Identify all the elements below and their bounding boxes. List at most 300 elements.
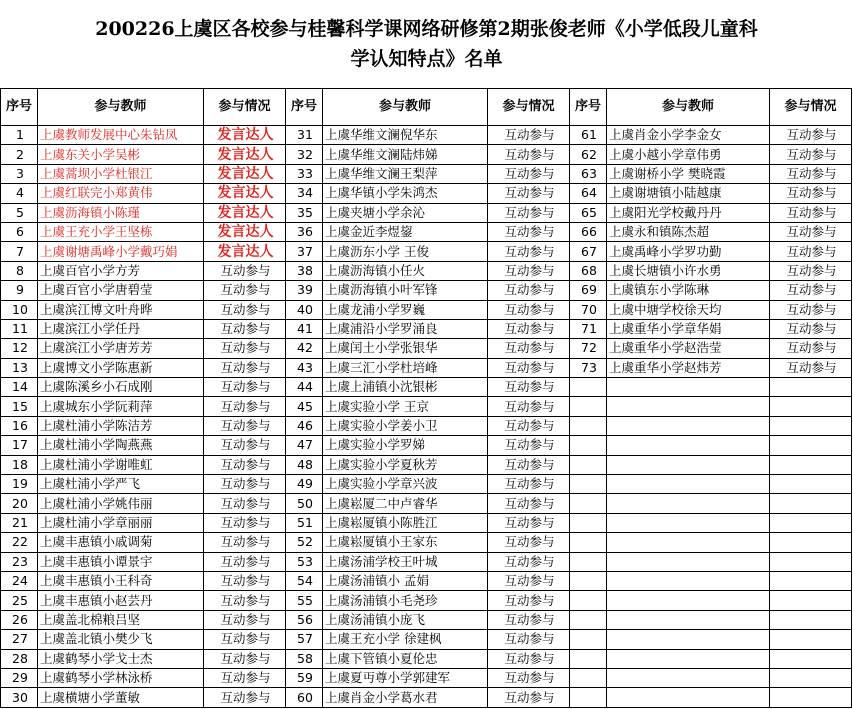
cell-number: 41 (286, 319, 323, 338)
header-status: 参与情况 (488, 89, 570, 126)
table-row (1, 475, 852, 494)
cell-number: 48 (286, 455, 323, 474)
cell-number: 11 (1, 319, 38, 338)
table-row (1, 358, 852, 377)
cell-teacher: 上虞下管镇小夏伦忠 (323, 649, 488, 668)
cell-status: 互动参与 (204, 436, 286, 455)
cell-teacher: 上虞杜浦小学谢唯虹 (38, 455, 204, 474)
table-row (1, 610, 852, 629)
cell-teacher: 上虞华维文澜王梨萍 (323, 164, 488, 183)
cell-status: 互动参与 (488, 261, 570, 280)
cell-teacher: 上虞沥东小学 王俊 (323, 242, 488, 261)
cell-status: 互动参与 (488, 455, 570, 474)
cell-teacher: 上虞盖北镇小樊少飞 (38, 630, 204, 649)
cell-teacher: 上虞鹤琴小学戈士杰 (38, 649, 204, 668)
cell-number: 49 (286, 475, 323, 494)
cell-number: 51 (286, 513, 323, 532)
cell-status: 互动参与 (488, 649, 570, 668)
cell-number: 5 (1, 203, 38, 222)
cell-number: 37 (286, 242, 323, 261)
cell-teacher: 上虞谢塘禹峰小学戴巧娟 (38, 242, 204, 261)
header-status: 参与情况 (204, 89, 286, 126)
cell-status: 互动参与 (770, 203, 852, 222)
cell-status (770, 630, 852, 649)
cell-teacher: 上虞崧厦镇小王家东 (323, 533, 488, 552)
cell-teacher (607, 610, 770, 629)
cell-number: 46 (286, 416, 323, 435)
cell-teacher: 上虞上浦镇小沈银彬 (323, 378, 488, 397)
table-row (1, 630, 852, 649)
cell-teacher: 上虞百官小学方芳 (38, 261, 204, 280)
cell-teacher: 上虞夹塘小学余沁 (323, 203, 488, 222)
cell-teacher: 上虞滨江小学唐芳芳 (38, 339, 204, 358)
cell-teacher (607, 513, 770, 532)
cell-teacher: 上虞禹峰小学罗功勤 (607, 242, 770, 261)
title-line-2: 学认知特点》名单 (350, 48, 503, 70)
cell-status: 互动参与 (204, 610, 286, 629)
cell-status: 互动参与 (770, 164, 852, 183)
cell-teacher (607, 475, 770, 494)
cell-teacher: 上虞重华小学章华娟 (607, 319, 770, 338)
cell-teacher: 上虞重华小学赵浩莹 (607, 339, 770, 358)
cell-number (570, 513, 607, 532)
cell-number: 60 (286, 688, 323, 707)
cell-number (570, 630, 607, 649)
header-teacher: 参与教师 (607, 89, 770, 126)
cell-status: 发言达人 (204, 164, 286, 183)
cell-number: 18 (1, 455, 38, 474)
cell-teacher: 上虞华维文澜倪华东 (323, 126, 488, 145)
cell-status (770, 668, 852, 687)
document-title (0, 0, 853, 88)
cell-teacher: 上虞三汇小学杜培峰 (323, 358, 488, 377)
cell-status (770, 552, 852, 571)
cell-number (570, 571, 607, 590)
cell-number (570, 668, 607, 687)
cell-status: 互动参与 (488, 184, 570, 203)
cell-teacher: 上虞华维文澜陆炜娣 (323, 145, 488, 164)
cell-number: 52 (286, 533, 323, 552)
cell-number: 43 (286, 358, 323, 377)
cell-teacher: 上虞龙浦小学罗巍 (323, 300, 488, 319)
header-row (1, 89, 852, 126)
cell-teacher (607, 378, 770, 397)
cell-number (570, 416, 607, 435)
cell-status (770, 688, 852, 707)
cell-number: 3 (1, 164, 38, 183)
cell-number (570, 591, 607, 610)
cell-teacher: 上虞谢塘镇小陆越康 (607, 184, 770, 203)
cell-status: 互动参与 (488, 126, 570, 145)
table-row (1, 552, 852, 571)
table-row (1, 145, 852, 164)
cell-status (770, 494, 852, 513)
cell-status: 互动参与 (770, 222, 852, 241)
cell-teacher: 上虞横塘小学董敏 (38, 688, 204, 707)
header-teacher: 参与教师 (38, 89, 204, 126)
cell-number: 7 (1, 242, 38, 261)
cell-number (570, 436, 607, 455)
cell-status: 互动参与 (488, 358, 570, 377)
cell-status: 互动参与 (204, 533, 286, 552)
cell-status: 互动参与 (204, 649, 286, 668)
cell-teacher: 上虞汤浦学校王叶城 (323, 552, 488, 571)
cell-number: 67 (570, 242, 607, 261)
cell-status: 互动参与 (488, 533, 570, 552)
cell-status: 互动参与 (204, 668, 286, 687)
table-row (1, 571, 852, 590)
cell-status: 互动参与 (204, 416, 286, 435)
table-row (1, 649, 852, 668)
cell-teacher: 上虞鹤琴小学林泳桥 (38, 668, 204, 687)
cell-teacher: 上虞杜浦小学姚伟丽 (38, 494, 204, 513)
cell-status: 互动参与 (204, 475, 286, 494)
cell-status: 互动参与 (770, 261, 852, 280)
table-row (1, 513, 852, 532)
cell-teacher: 上虞长塘镇小许水勇 (607, 261, 770, 280)
cell-number: 63 (570, 164, 607, 183)
table-row (1, 416, 852, 435)
table-row (1, 668, 852, 687)
cell-number: 54 (286, 571, 323, 590)
cell-number: 45 (286, 397, 323, 416)
cell-status: 互动参与 (488, 378, 570, 397)
cell-number (570, 475, 607, 494)
cell-number: 73 (570, 358, 607, 377)
cell-number: 29 (1, 668, 38, 687)
cell-number: 50 (286, 494, 323, 513)
cell-status: 发言达人 (204, 184, 286, 203)
cell-number (570, 649, 607, 668)
cell-status: 互动参与 (770, 184, 852, 203)
cell-number: 26 (1, 610, 38, 629)
cell-status: 互动参与 (204, 494, 286, 513)
cell-teacher (607, 416, 770, 435)
cell-teacher: 上虞中塘学校徐天均 (607, 300, 770, 319)
cell-teacher: 上虞浦沿小学罗涌良 (323, 319, 488, 338)
cell-number: 53 (286, 552, 323, 571)
header-no: 序号 (570, 89, 607, 126)
cell-teacher: 上虞肖金小学葛水君 (323, 688, 488, 707)
cell-teacher: 上虞滨江小学任丹 (38, 319, 204, 338)
cell-status (770, 436, 852, 455)
cell-teacher: 上虞红联完小郑黄伟 (38, 184, 204, 203)
cell-teacher: 上虞实验小学罗娣 (323, 436, 488, 455)
cell-teacher: 上虞永和镇陈杰超 (607, 222, 770, 241)
cell-teacher: 上虞百官小学唐碧莹 (38, 281, 204, 300)
cell-teacher (607, 552, 770, 571)
cell-teacher: 上虞汤浦镇小毛尧珍 (323, 591, 488, 610)
cell-status: 互动参与 (488, 222, 570, 241)
cell-number (570, 552, 607, 571)
cell-teacher: 上虞肖金小学李金女 (607, 126, 770, 145)
cell-status: 互动参与 (204, 455, 286, 474)
cell-status: 互动参与 (770, 358, 852, 377)
cell-number (570, 494, 607, 513)
cell-teacher (607, 571, 770, 590)
cell-status: 发言达人 (204, 222, 286, 241)
cell-number: 8 (1, 261, 38, 280)
cell-status: 互动参与 (770, 319, 852, 338)
cell-teacher (607, 455, 770, 474)
cell-teacher: 上虞城东小学阮莉萍 (38, 397, 204, 416)
cell-teacher: 上虞教师发展中心朱钻凤 (38, 126, 204, 145)
cell-status: 互动参与 (770, 145, 852, 164)
cell-number: 64 (570, 184, 607, 203)
cell-number: 16 (1, 416, 38, 435)
cell-status: 发言达人 (204, 203, 286, 222)
cell-teacher: 上虞丰惠镇小戚调菊 (38, 533, 204, 552)
cell-number: 66 (570, 222, 607, 241)
table-row (1, 688, 852, 707)
cell-teacher (607, 688, 770, 707)
cell-teacher: 上虞崧厦镇小陈胜江 (323, 513, 488, 532)
cell-status (770, 533, 852, 552)
cell-status (770, 416, 852, 435)
cell-status (770, 610, 852, 629)
cell-number: 69 (570, 281, 607, 300)
cell-number: 9 (1, 281, 38, 300)
cell-teacher: 上虞杜浦小学陈洁芳 (38, 416, 204, 435)
cell-number: 21 (1, 513, 38, 532)
cell-teacher: 上虞陈溪乡小石成刚 (38, 378, 204, 397)
cell-status: 互动参与 (488, 242, 570, 261)
cell-number: 32 (286, 145, 323, 164)
cell-teacher: 上虞滨江博文叶舟晔 (38, 300, 204, 319)
cell-teacher: 上虞实验小学章兴波 (323, 475, 488, 494)
cell-teacher: 上虞金近李煜鋆 (323, 222, 488, 241)
cell-number: 57 (286, 630, 323, 649)
cell-status (770, 378, 852, 397)
cell-number (570, 688, 607, 707)
cell-status: 互动参与 (770, 300, 852, 319)
cell-status: 互动参与 (204, 300, 286, 319)
cell-teacher: 上虞沥海镇小任火 (323, 261, 488, 280)
cell-teacher: 上虞夏丏尊小学郭建军 (323, 668, 488, 687)
cell-status: 发言达人 (204, 145, 286, 164)
cell-teacher: 上虞崧厦二中卢睿华 (323, 494, 488, 513)
cell-status: 互动参与 (770, 126, 852, 145)
cell-status: 互动参与 (488, 475, 570, 494)
cell-status: 互动参与 (488, 397, 570, 416)
table-row (1, 455, 852, 474)
cell-status (770, 571, 852, 590)
cell-status: 互动参与 (488, 436, 570, 455)
table-row (1, 126, 852, 145)
cell-number: 20 (1, 494, 38, 513)
header-status: 参与情况 (770, 89, 852, 126)
cell-number: 34 (286, 184, 323, 203)
cell-status: 互动参与 (204, 261, 286, 280)
table-row (1, 378, 852, 397)
cell-teacher: 上虞博文小学陈惠新 (38, 358, 204, 377)
cell-status: 互动参与 (488, 591, 570, 610)
table-row (1, 319, 852, 338)
cell-status: 互动参与 (204, 358, 286, 377)
cell-number: 55 (286, 591, 323, 610)
cell-status: 互动参与 (204, 552, 286, 571)
cell-number: 4 (1, 184, 38, 203)
cell-number: 22 (1, 533, 38, 552)
cell-teacher: 上虞实验小学夏秋芳 (323, 455, 488, 474)
cell-teacher (607, 591, 770, 610)
cell-teacher: 上虞王充小学王坚栋 (38, 222, 204, 241)
table-row (1, 281, 852, 300)
cell-status: 互动参与 (488, 668, 570, 687)
cell-number: 31 (286, 126, 323, 145)
table-row (1, 203, 852, 222)
cell-status: 互动参与 (488, 281, 570, 300)
cell-status: 互动参与 (770, 242, 852, 261)
cell-number: 27 (1, 630, 38, 649)
cell-status: 互动参与 (488, 552, 570, 571)
table-row (1, 494, 852, 513)
cell-status: 互动参与 (488, 630, 570, 649)
cell-status: 发言达人 (204, 126, 286, 145)
cell-teacher (607, 436, 770, 455)
cell-number: 70 (570, 300, 607, 319)
cell-number: 68 (570, 261, 607, 280)
table-row (1, 184, 852, 203)
cell-number: 28 (1, 649, 38, 668)
cell-status: 互动参与 (204, 378, 286, 397)
cell-teacher: 上虞重华小学赵炜芳 (607, 358, 770, 377)
table-row (1, 339, 852, 358)
cell-number: 19 (1, 475, 38, 494)
table-row (1, 397, 852, 416)
cell-teacher: 上虞实验小学姜小卫 (323, 416, 488, 435)
cell-teacher: 上虞闰土小学张银华 (323, 339, 488, 358)
cell-number: 33 (286, 164, 323, 183)
cell-teacher: 上虞丰惠镇小赵芸丹 (38, 591, 204, 610)
cell-number (570, 533, 607, 552)
table-row (1, 242, 852, 261)
cell-status: 互动参与 (204, 688, 286, 707)
cell-status: 互动参与 (488, 494, 570, 513)
cell-number: 65 (570, 203, 607, 222)
cell-status: 互动参与 (204, 319, 286, 338)
cell-teacher: 上虞王充小学 徐建枫 (323, 630, 488, 649)
cell-number: 30 (1, 688, 38, 707)
cell-teacher: 上虞汤浦镇小 孟娟 (323, 571, 488, 590)
cell-teacher: 上虞蒿坝小学杜银江 (38, 164, 204, 183)
cell-number: 59 (286, 668, 323, 687)
header-teacher: 参与教师 (323, 89, 488, 126)
cell-number: 35 (286, 203, 323, 222)
table-row (1, 222, 852, 241)
cell-number: 56 (286, 610, 323, 629)
cell-number: 13 (1, 358, 38, 377)
cell-teacher: 上虞杜浦小学严飞 (38, 475, 204, 494)
cell-number: 25 (1, 591, 38, 610)
cell-teacher (607, 533, 770, 552)
cell-number: 6 (1, 222, 38, 241)
cell-status (770, 397, 852, 416)
cell-status: 互动参与 (770, 339, 852, 358)
table-row (1, 533, 852, 552)
cell-teacher: 上虞杜浦小学陶燕燕 (38, 436, 204, 455)
table-row (1, 164, 852, 183)
cell-teacher: 上虞汤浦镇小庞飞 (323, 610, 488, 629)
cell-status: 互动参与 (204, 630, 286, 649)
header-no: 序号 (1, 89, 38, 126)
cell-status: 互动参与 (204, 339, 286, 358)
cell-number: 1 (1, 126, 38, 145)
cell-status (770, 649, 852, 668)
cell-teacher (607, 668, 770, 687)
cell-teacher: 上虞沥海镇小陈瑾 (38, 203, 204, 222)
header-no: 序号 (286, 89, 323, 126)
cell-number: 42 (286, 339, 323, 358)
cell-status: 互动参与 (770, 281, 852, 300)
cell-status: 互动参与 (488, 688, 570, 707)
cell-status: 互动参与 (488, 513, 570, 532)
cell-number: 72 (570, 339, 607, 358)
cell-status: 互动参与 (204, 591, 286, 610)
cell-number: 44 (286, 378, 323, 397)
table-row (1, 591, 852, 610)
cell-number: 24 (1, 571, 38, 590)
cell-teacher (607, 494, 770, 513)
table-row (1, 261, 852, 280)
cell-teacher: 上虞镇东小学陈琳 (607, 281, 770, 300)
cell-number (570, 378, 607, 397)
cell-status (770, 591, 852, 610)
cell-teacher: 上虞谢桥小学 樊晓霞 (607, 164, 770, 183)
cell-teacher: 上虞丰惠镇小王科奇 (38, 571, 204, 590)
cell-status: 互动参与 (204, 513, 286, 532)
cell-number: 12 (1, 339, 38, 358)
cell-status: 互动参与 (204, 571, 286, 590)
cell-teacher: 上虞盖北棉粮吕坚 (38, 610, 204, 629)
cell-status: 发言达人 (204, 242, 286, 261)
cell-number: 36 (286, 222, 323, 241)
table-row (1, 300, 852, 319)
cell-number: 15 (1, 397, 38, 416)
cell-status: 互动参与 (204, 281, 286, 300)
cell-status: 互动参与 (488, 610, 570, 629)
cell-teacher: 上虞小越小学章伟勇 (607, 145, 770, 164)
cell-teacher (607, 630, 770, 649)
cell-status: 互动参与 (488, 416, 570, 435)
cell-number: 47 (286, 436, 323, 455)
cell-number: 58 (286, 649, 323, 668)
table-row (1, 436, 852, 455)
cell-teacher: 上虞实验小学 王京 (323, 397, 488, 416)
cell-number: 62 (570, 145, 607, 164)
cell-status: 互动参与 (488, 319, 570, 338)
cell-teacher (607, 397, 770, 416)
cell-status: 互动参与 (488, 571, 570, 590)
cell-number: 10 (1, 300, 38, 319)
cell-status: 互动参与 (204, 397, 286, 416)
cell-status: 互动参与 (488, 203, 570, 222)
cell-teacher: 上虞沥海镇小叶军锋 (323, 281, 488, 300)
cell-number: 23 (1, 552, 38, 571)
cell-status: 互动参与 (488, 164, 570, 183)
title-line-1: 200226上虞区各校参与桂馨科学课网络研修第2期张俊老师《小学低段儿童科 (95, 18, 758, 40)
cell-number: 71 (570, 319, 607, 338)
cell-status: 互动参与 (488, 145, 570, 164)
cell-number: 39 (286, 281, 323, 300)
cell-number: 17 (1, 436, 38, 455)
cell-teacher (607, 649, 770, 668)
cell-number: 14 (1, 378, 38, 397)
cell-teacher: 上虞丰惠镇小谭景宇 (38, 552, 204, 571)
cell-status: 互动参与 (488, 300, 570, 319)
cell-teacher: 上虞华镇小学朱鸿杰 (323, 184, 488, 203)
cell-number: 38 (286, 261, 323, 280)
